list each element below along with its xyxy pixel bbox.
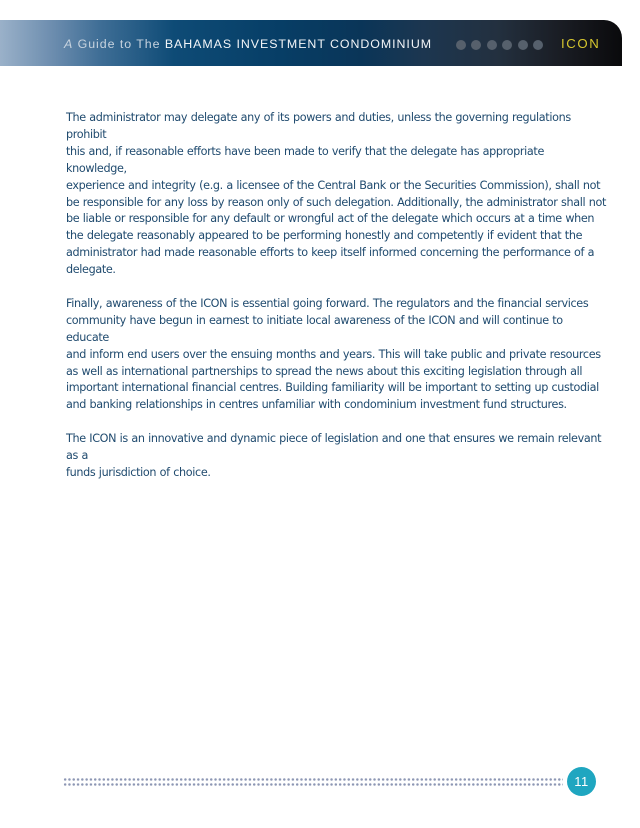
- header-dot: [518, 40, 528, 50]
- header-dot: [502, 40, 512, 50]
- header-dot: [456, 40, 466, 50]
- section-label: ICON: [561, 36, 601, 51]
- title-strong: BAHAMAS INVESTMENT CONDOMINIUM: [164, 37, 432, 51]
- title-prefix: A: [64, 37, 74, 51]
- document-title: [64, 36, 432, 52]
- header-dot: [471, 40, 481, 50]
- header-dot-row: [456, 40, 543, 50]
- header-dot: [487, 40, 497, 50]
- paragraph-awareness: Finally, awareness of the ICON is essential going forward. The regulators and the financial services community have begun in earnest to initiate local awareness of the ICON and will continue to educate and inform end users over the ensuing months and years. This will take public and private resources as well as international partnerships to spread the news about this exciting legislation through all important international financial centres. Building familiarity will be important to setting up custodial and banking relationships in centres unfamiliar with condominium investment fund structures.: [66, 296, 601, 412]
- footer-dotted-rule: [63, 777, 563, 787]
- body-text: [66, 110, 606, 499]
- page-number-badge: 11: [567, 767, 596, 796]
- paragraph-delegation: The administrator may delegate any of its powers and duties, unless the governing regulations prohibit this and, if reasonable efforts have been made to verify that the delegate has appropriate knowledge, experience and integrity (e.g. a licensee of the Central Bank or the Securities Commission), shall not be responsible for any loss by reason only of such delegation. Additionally, the administrator shall not be liable or responsible for any default or wrongful act of the delegate which occurs at a time when the delegate reasonably appeared to be performing honestly and competently if evident that the administrator had made reasonable efforts to keep itself informed concerning the performance of a delegate.: [66, 111, 607, 277]
- paragraph-conclusion: The ICON is an innovative and dynamic piece of legislation and one that ensures we remain relevant as a funds jurisdiction of choice.: [66, 432, 602, 479]
- header-dot: [533, 40, 543, 50]
- title-middle: Guide to The: [77, 37, 161, 51]
